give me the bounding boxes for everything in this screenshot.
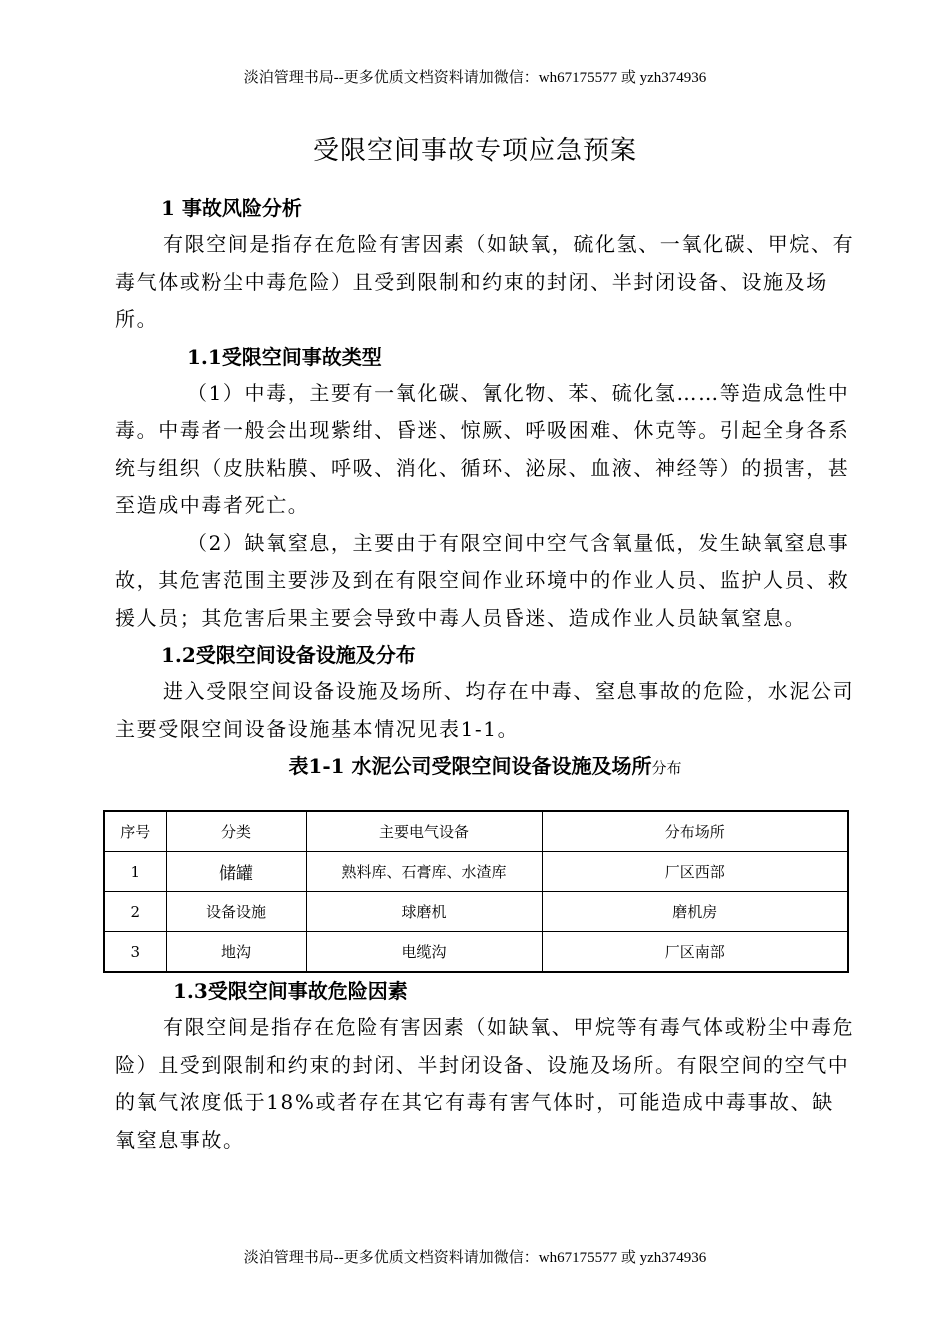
table-header-row xyxy=(104,811,848,852)
section-1-3-paragraph: 有限空间是指存在危险有害因素（如缺氧、甲烷等有毒气体或粉尘中毒危险）且受到限制和约束的封闭、半封闭设备、设施及场所。有限空间的空气中的氧气浓度低于18%或者存在其它有毒有害气体时，可能造成中毒事故、缺氧窒息事故。 xyxy=(115,1015,855,1152)
table-cell: 熟料库、石膏库、水渣库 xyxy=(306,852,542,892)
table-row xyxy=(104,892,848,932)
table-row xyxy=(104,932,848,973)
table-cell: 2 xyxy=(104,892,166,932)
table-cell: 3 xyxy=(104,932,166,973)
table-cell: 磨机房 xyxy=(542,892,848,932)
table-cell: 储罐 xyxy=(166,852,306,892)
section-1-3-heading: 1.3受限空间事故危险因素 xyxy=(173,979,408,1003)
section-1-heading: 1 事故风险分析 xyxy=(161,196,302,220)
section-1-1-paragraph-1: （1）中毒，主要有一氧化碳、氰化物、苯、硫化氢……等造成急性中毒。中毒者一般会出现紫绀、昏迷、惊厥、呼吸困难、休克等。引起全身各系统与组织（皮肤粘膜、呼吸、消化、循环、泌尿、血液、神经等）的损害，甚至造成中毒者死亡。 xyxy=(115,380,850,517)
table-header-cell: 主要电气设备 xyxy=(306,811,542,852)
document-body xyxy=(115,190,855,1159)
table-cell: 厂区西部 xyxy=(542,852,848,892)
table-header-cell: 分类 xyxy=(166,811,306,852)
table-cell: 1 xyxy=(104,852,166,892)
document-title: 受限空间事故专项应急预案 xyxy=(312,136,637,166)
table-caption-suffix: 分布 xyxy=(651,759,682,777)
page-footer: 淡泊管理书局--更多优质文档资料请加微信：wh67175577 或 yzh374936 xyxy=(243,1250,707,1266)
table-cell: 球磨机 xyxy=(306,892,542,932)
table-cell: 设备设施 xyxy=(166,892,306,932)
table-cell: 地沟 xyxy=(166,932,306,973)
table-row xyxy=(104,852,848,892)
page-header: 淡泊管理书局--更多优质文档资料请加微信：wh67175577 或 yzh374936 xyxy=(243,70,707,86)
section-1-1-paragraph-2: （2）缺氧窒息，主要由于有限空间中空气含氧量低，发生缺氧窒息事故，其危害范围主要涉及到在有限空间作业环境中的作业人员、监护人员、救援人员；其危害后果主要会导致中毒人员昏迷、造成作业人员缺氧窒息。 xyxy=(115,530,850,630)
facility-table xyxy=(103,810,849,973)
section-1-1-heading: 1.1受限空间事故类型 xyxy=(187,344,382,369)
table-caption-main: 表1-1 水泥公司受限空间设备设施及场所 xyxy=(288,754,652,778)
section-1-2-paragraph: 进入受限空间设备设施及场所、均存在中毒、窒息事故的危险，水泥公司主要受限空间设备设施基本情况见表1-1。 xyxy=(115,679,855,741)
table-cell: 电缆沟 xyxy=(306,932,542,973)
table-header-cell: 序号 xyxy=(104,811,166,852)
table-header-cell: 分布场所 xyxy=(542,811,848,852)
table-cell: 厂区南部 xyxy=(542,932,848,973)
section-1-paragraph: 有限空间是指存在危险有害因素（如缺氧，硫化氢、一氧化碳、甲烷、有毒气体或粉尘中毒危险）且受到限制和约束的封闭、半封闭设备、设施及场所。 xyxy=(115,232,855,331)
table-caption xyxy=(115,748,855,786)
section-1-2-heading: 1.2受限空间设备设施及分布 xyxy=(161,643,416,667)
